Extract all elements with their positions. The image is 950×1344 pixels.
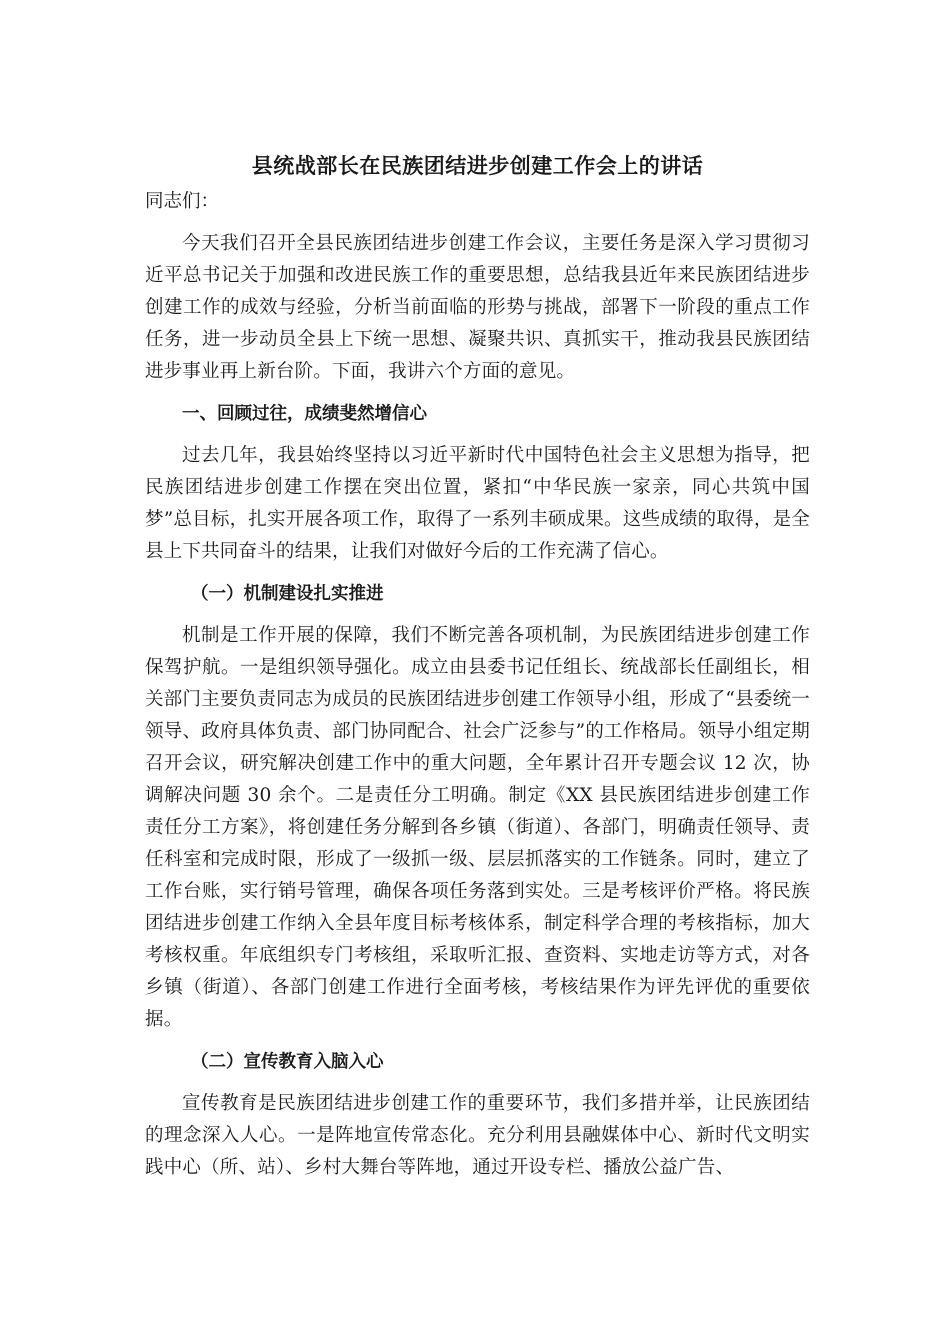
section-1-heading: 一、回顾过往，成绩斐然增信心	[182, 404, 427, 424]
salutation: 同志们：	[145, 191, 220, 212]
subsection-2-heading: （二）宣传教育入脑入心	[191, 1052, 384, 1072]
subsection-2-paragraph: 宣传教育是民族团结进步创建工作的重要环节，我们多措并举，让民族团结的理念深入人心。一是阵地宣传常态化。充分利用县融媒体中心、新时代文明实践中心（所、站）、乡村大舞台等阵地，通过开设专栏、播放公益广告、	[145, 1093, 810, 1178]
subsection-1-paragraph: 机制是工作开展的保障，我们不断完善各项机制，为民族团结进步创建工作保驾护航。一是组织领导强化。成立由县委书记任组长、统战部长任副组长，相关部门主要负责同志为成员的民族团结进步创建工作领导小组，形成了“县委统一领导、政府具体负责、部门协同配合、社会广泛参与”的工作格局。领导小组定期召开会议，研究解决创建工作中的重大问题，全年累计召开专题会议 12 次，协调解决问题 30 余个。二是责任分工明确。制定《XX 县民族团结进步创建工作责任分工方案》，将创建任务分解到各乡镇（街道）、各部门，明确责任领导、责任科室和完成时限，形成了一级抓一级、层层抓落实的工作链条。同时，建立了工作台账，实行销号管理，确保各项任务落到实处。三是考核评价严格。将民族团结进步创建工作纳入全县年度目标考核体系，制定科学合理的考核指标，加大考核权重。年底组织专门考核组，采取听汇报、查资料、实地走访等方式，对各乡镇（街道）、各部门创建工作进行全面考核，考核结果作为评先评优的重要依据。	[145, 625, 810, 1030]
subsection-1-heading: （一）机制建设扎实推进	[191, 584, 384, 604]
intro-paragraph: 今天我们召开全县民族团结进步创建工作会议，主要任务是深入学习贯彻习近平总书记关于加强和改进民族工作的重要思想，总结我县近年来民族团结进步创建工作的成效与经验，分析当前面临的形势与挑战，部署下一阶段的重点工作任务，进一步动员全县上下统一思想、凝聚共识、真抓实干，推动我县民族团结进步事业再上新台阶。下面，我讲六个方面的意见。	[145, 233, 810, 382]
document-body	[145, 146, 810, 1194]
document-title: 县统战部长在民族团结进步创建工作会上的讲话	[251, 154, 704, 178]
section-1-paragraph: 过去几年，我县始终坚持以习近平新时代中国特色社会主义思想为指导，把民族团结进步创建工作摆在突出位置，紧扣“中华民族一家亲，同心共筑中国梦”总目标，扎实开展各项工作，取得了一系列丰硕成果。这些成绩的取得，是全县上下共同奋斗的结果，让我们对做好今后的工作充满了信心。	[145, 445, 810, 562]
